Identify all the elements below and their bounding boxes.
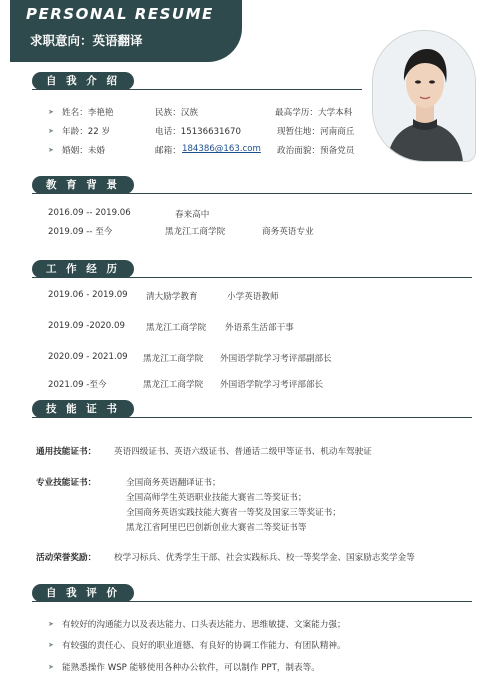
intro-email-label: 邮箱： (155, 146, 181, 156)
bullet-arrow-icon: ➤ (48, 108, 54, 116)
bullet-arrow-icon: ➤ (48, 663, 54, 671)
resume-title: PERSONAL RESUME (26, 5, 214, 23)
section-divider (32, 601, 472, 602)
skills-pro-item: 全国商务英语翻译证书； (126, 478, 221, 488)
header-banner (10, 0, 242, 62)
skills-honor-label: 活动荣誉奖励： (36, 553, 97, 563)
intro-degree: 最高学历：大学本科 (275, 108, 353, 118)
skills-pro-item: 全国高师学生英语职业技能大赛省二等奖证书； (126, 493, 307, 503)
work-period: 2020.09 - 2021.09 (48, 352, 128, 362)
bullet-arrow-icon: ➤ (48, 641, 54, 649)
work-role: 外国语学院学习考评部副部长 (220, 354, 332, 364)
work-role: 外国语学院学习考评部部长 (220, 380, 324, 390)
intro-residence: 现暂住地：河南商丘 (277, 127, 355, 137)
evaluation-item: 有较强的责任心、良好的职业道德、有良好的协调工作能力、有团队精神。 (62, 641, 346, 651)
section-work-title: 工 作 经 历 (32, 260, 134, 278)
work-org: 黑龙江工商学院 (143, 354, 204, 364)
edu-period: 2016.09 -- 2019.06 (48, 208, 131, 218)
bullet-arrow-icon: ➤ (48, 127, 54, 135)
section-divider (32, 417, 472, 418)
work-period: 2019.06 - 2019.09 (48, 290, 128, 300)
bullet-arrow-icon: ➤ (48, 146, 54, 154)
evaluation-item: 有较好的沟通能力以及表达能力、口头表达能力、思维敏捷、文案能力强； (62, 620, 346, 630)
section-divider (32, 193, 472, 194)
profile-photo (372, 30, 476, 162)
edu-school: 春来高中 (175, 210, 210, 220)
work-org: 黑龙江工商学院 (143, 380, 204, 390)
job-intention: 求职意向：英语翻译 (30, 33, 143, 48)
intro-marital: 婚姻：未婚 (62, 146, 105, 156)
evaluation-item: 能熟悉操作 WSP 能够使用各种办公软件，可以制作 PPT，制表等。 (62, 663, 320, 673)
work-org: 黑龙江工商学院 (146, 323, 207, 333)
skills-pro-item: 全国商务英语实践技能大赛省一等奖及国家三等奖证书； (126, 508, 341, 518)
intro-age: 年龄：22 岁 (62, 127, 111, 137)
intro-ethnicity: 民族：汉族 (155, 108, 198, 118)
section-evaluation-title: 自 我 评 价 (32, 584, 134, 602)
intro-email-link[interactable]: 184386@163.com (182, 144, 261, 154)
edu-school: 黑龙江工商学院 (165, 227, 226, 237)
work-role: 外语系生活部干事 (225, 323, 294, 333)
work-period: 2021.09 -至今 (48, 380, 107, 390)
edu-major: 商务英语专业 (262, 227, 314, 237)
skills-pro-label: 专业技能证书： (36, 478, 97, 488)
section-divider (32, 277, 472, 278)
intro-political: 政治面貌：预备党员 (277, 146, 355, 156)
skills-honor: 校学习标兵、优秀学生干部、社会实践标兵、校一等奖学金、国家励志奖学金等 (114, 553, 415, 563)
section-skills-title: 技 能 证 书 (32, 400, 134, 418)
work-org: 清大励学教育 (146, 292, 198, 302)
bullet-arrow-icon: ➤ (48, 620, 54, 628)
portrait-image (373, 31, 476, 162)
section-intro-title: 自 我 介 绍 (32, 72, 134, 90)
skills-general: 英语四级证书、英语六级证书、普通话二级甲等证书、机动车驾驶证 (114, 447, 372, 457)
work-period: 2019.09 -2020.09 (48, 321, 125, 331)
skills-general-label: 通用技能证书： (36, 447, 97, 457)
work-role: 小学英语教师 (227, 292, 279, 302)
intro-phone: 电话：15136631670 (155, 127, 241, 137)
skills-pro-item: 黑龙江省阿里巴巴创新创业大赛省二等奖证书等 (126, 523, 307, 533)
edu-period: 2019.09 -- 至今 (48, 227, 113, 237)
section-education-title: 教 育 背 景 (32, 176, 134, 194)
intro-name: 姓名：李艳艳 (62, 108, 114, 118)
section-divider (32, 89, 362, 90)
